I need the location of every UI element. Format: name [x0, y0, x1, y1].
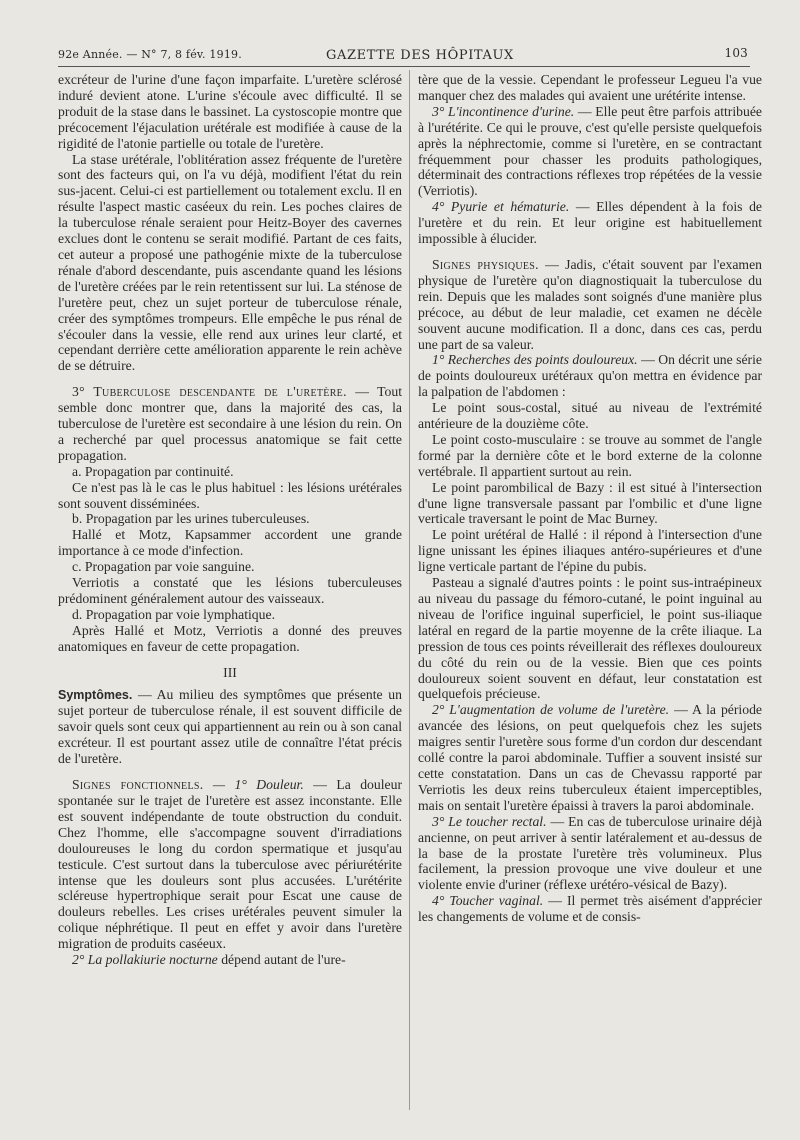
paragraph-text: — A la période avancée des lésions, on peut quelquefois chez les sujets maigres sentir l'uretère sous forme d'un cordon dur descendant collé contre la paroi abdominale. Tuffier a souvent insisté sur cette constatation. Dans un cas de Chevassu rapporté par Verriotis les deux reins tuberculeux étaient imperceptibles, mais on sentait l'uretère épaissi à travers la paroi abdominale.	[418, 702, 762, 813]
section-paragraph	[58, 777, 402, 952]
section-paragraph	[418, 352, 762, 400]
section-paragraph	[418, 893, 762, 925]
paragraph-text: — Elles dépendent à la fois de l'uretère et du rein. Et leur origine est habituellement impossible à élucider.	[418, 199, 762, 247]
paragraph-text: — Jadis, c'était souvent par l'examen physique de l'uretère qu'on diagnostiquait la tuberculose du rein. Depuis que les malades sont soignés d'une manière plus précoce, au début de leur maladie, cet examen ne décèle souvent aucune modification. Il a donc, dans ces cas, perdu une part de sa valeur.	[418, 256, 762, 352]
item-heading: 4° Pyurie et hématurie.	[432, 199, 570, 215]
journal-title: GAZETTE DES HÔPITAUX	[326, 48, 514, 63]
subsection-heading: a. Propagation par continuité.	[72, 463, 234, 479]
section-paragraph	[418, 257, 762, 352]
section-heading: Signes fonctionnels.	[72, 777, 204, 793]
header-rule	[58, 66, 750, 67]
left-column	[58, 72, 402, 968]
paragraph: Le point costo-musculaire : se trouve au sommet de l'angle formé par la dernière côte et le bord externe de la colonne vertébrale. Il appartient surtout au rein.	[418, 431, 762, 479]
roman-numeral-heading: III	[223, 664, 237, 680]
page-number: 103	[724, 46, 748, 60]
paragraph: excréteur de l'urine d'une façon imparfaite. L'uretère sclérosé induré devient atone. L'urine s'écoule avec difficulté. Il se produit de la stase dans le bassinet. La cystoscopie montre que précocement l'éjaculation urétérale est modifiée à cause de la rigidité de l'atonie partielle ou totale de l'uretère.	[58, 72, 402, 151]
paragraph: Verriotis a constaté que les lésions tuberculeuses prédominent généralement autour des vaisseaux.	[58, 575, 402, 606]
section-paragraph	[58, 687, 402, 768]
paragraph: Le point parombilical de Bazy : il est situé à l'intersection d'une ligne transversale passant par l'ombilic et d'une ligne verticale traversant le point de Mac Burney.	[418, 479, 762, 527]
paragraph-text: — Elle peut être parfois attribuée à l'urétérite. Ce qui le prouve, c'est qu'elle persiste quelquefois après la néphrectomie, comme si l'uretère, en se contractant fréquemment pour chasser les produits pathologiques, déterminait des contractions réflexes trop répétées de la vessie (Verriotis).	[418, 103, 763, 199]
paragraph-text: dépend autant de l'ure-	[221, 952, 346, 968]
paragraph: La stase urétérale, l'oblitération assez fréquente de l'uretère sont des facteurs qui, on l'a vu déjà, modifient l'état du rein sus-jacent. Celui-ci est partiellement ou totalement exclu. Il en résulte l'aspect mastic caséeux du rein. Les poches claires de la tuberculose rénale seraient pour Heitz-Boyer des cavernes exclues dont le contenu se serait modifié. Partant de ces faits, cet auteur a proposé une pathogénie mixte de la tuberculose rénale d'abord descendante, puis ascendante quand les lésions de l'uretère créées par le rein retentissent sur lui. La sténose de l'uretère peut, chez un sujet porteur de tuberculose rénale, créer des symptômes trompeurs. Elle empêche le pus rénal de s'écouler dans la vessie, elle rend aux urines leur clarté, et cependant derrière cette amélioration apparente le rein achève de se détruire.	[58, 151, 402, 374]
paragraph-text: — Il permet très aisément d'apprécier les changements de volume et de consis-	[418, 893, 762, 925]
item-heading: 2° La pollakiurie nocturne	[72, 952, 218, 968]
paragraph: tère que de la vessie. Cependant le professeur Legueu l'a vue manquer chez des malades qui avaient une urétérite intense.	[418, 72, 762, 103]
paragraph: Pasteau a signalé d'autres points : le point sus-intraépineux au niveau du passage du fémoro-cutané, le point inguinal au niveau de l'orifice inguinal superficiel, le point sus-iliaque latéral en regard de la partie moyenne de la crête iliaque. La pression de tous ces points réveillerait des réflexes douloureux du côté du rein ou de la vessie. Bien que ces points douloureux soient souvent en défaut, leur constatation est quelquefois précieuse.	[418, 575, 762, 702]
item-heading: 2° L'augmentation de volume de l'uretère.	[432, 702, 670, 718]
section-paragraph	[418, 199, 762, 247]
column-divider	[409, 70, 410, 1110]
paragraph: Hallé et Motz, Kapsammer accordent une grande importance à ce mode d'infection.	[58, 527, 402, 559]
section-heading: Signes physiques.	[432, 256, 539, 272]
section-paragraph	[418, 104, 762, 199]
subsection-heading: b. Propagation par les urines tuberculeuses.	[72, 511, 310, 527]
item-heading: — 1° Douleur.	[212, 777, 304, 793]
paragraph: Après Hallé et Motz, Verriotis a donné des preuves anatomiques en faveur de cette propagation.	[58, 622, 402, 654]
paragraph-text: — La douleur spontanée sur le trajet de l'uretère est assez inconstante. Elle est souvent indépendante de toute obstruction du conduit. Chez l'homme, elle s'accompagne souvent d'irradiations douloureuses le long du cordon spermatique et jusqu'au testicule. C'est surtout dans la tuberculose avec périurétérite intense que les douleurs sont plus accusées. L'urétérite scléreuse hypertrophique serait pour Escat une cause de douleurs rebelles. Les crises urétérales peuvent simuler la colique néphrétique. Il peut en effet y avoir dans l'uretère migration de produits caséeux.	[58, 777, 403, 952]
section-heading: 3° Tuberculose descendante de l'uretère.	[72, 384, 347, 400]
section-paragraph	[418, 814, 762, 894]
paragraph-text: — Au milieu des symptômes que présente un sujet porteur de tuberculose rénale, il est souvent difficile de savoir quels sont ceux qui appartiennent au rein ou à son canal excréteur. Il est pourtant assez utile de connaître l'état précis de l'uretère.	[58, 686, 402, 767]
paragraph-text: — Tout semble donc montrer que, dans la majorité des cas, la tuberculose de l'uretère est secondaire à une lésion du rein. On a recherché par quel processus anatomique se fait cette propagation.	[58, 384, 402, 463]
running-header	[58, 44, 760, 64]
issue-info: 92e Année. — N° 7, 8 fév. 1919.	[58, 48, 242, 61]
section-paragraph	[58, 384, 402, 464]
section-paragraph	[418, 702, 762, 813]
paragraph-text: — On décrit une série de points douloureux urétéraux qu'on mettra en évidence par la palpation de l'abdomen :	[418, 352, 762, 400]
paragraph: Le point sous-costal, situé au niveau de l'extrémité antérieure de la douzième côte.	[418, 400, 762, 432]
item-heading: 3° Le toucher rectal.	[432, 813, 547, 829]
section-paragraph	[58, 952, 402, 968]
subsection-heading: c. Propagation par voie sanguine.	[72, 559, 255, 575]
item-heading: 3° L'incontinence d'urine.	[432, 103, 575, 119]
item-heading: 1° Recherches des points douloureux.	[432, 352, 638, 368]
paragraph-text: — En cas de tuberculose urinaire déjà ancienne, on peut arriver à sentir latéralement et au-dessus de la base de la prostate l'uretère très volumineux. Plus facilement, la pression provoque une vive douleur et une violente envie d'uriner (réflexe urétéro-vésical de Bazy).	[418, 813, 763, 893]
paragraph: Ce n'est pas là le cas le plus habituel : les lésions urétérales sont souvent disséminées.	[58, 479, 402, 511]
item-heading: 4° Toucher vaginal.	[432, 893, 544, 909]
paragraph: Le point urétéral de Hallé : il répond à l'intersection d'une ligne unissant les épines iliaques antéro-supérieures et d'une ligne verticale partant de l'épine du pubis.	[418, 527, 762, 575]
section-heading: Symptômes.	[58, 687, 133, 702]
right-column	[418, 72, 762, 925]
subsection-heading: d. Propagation par voie lymphatique.	[72, 606, 275, 622]
